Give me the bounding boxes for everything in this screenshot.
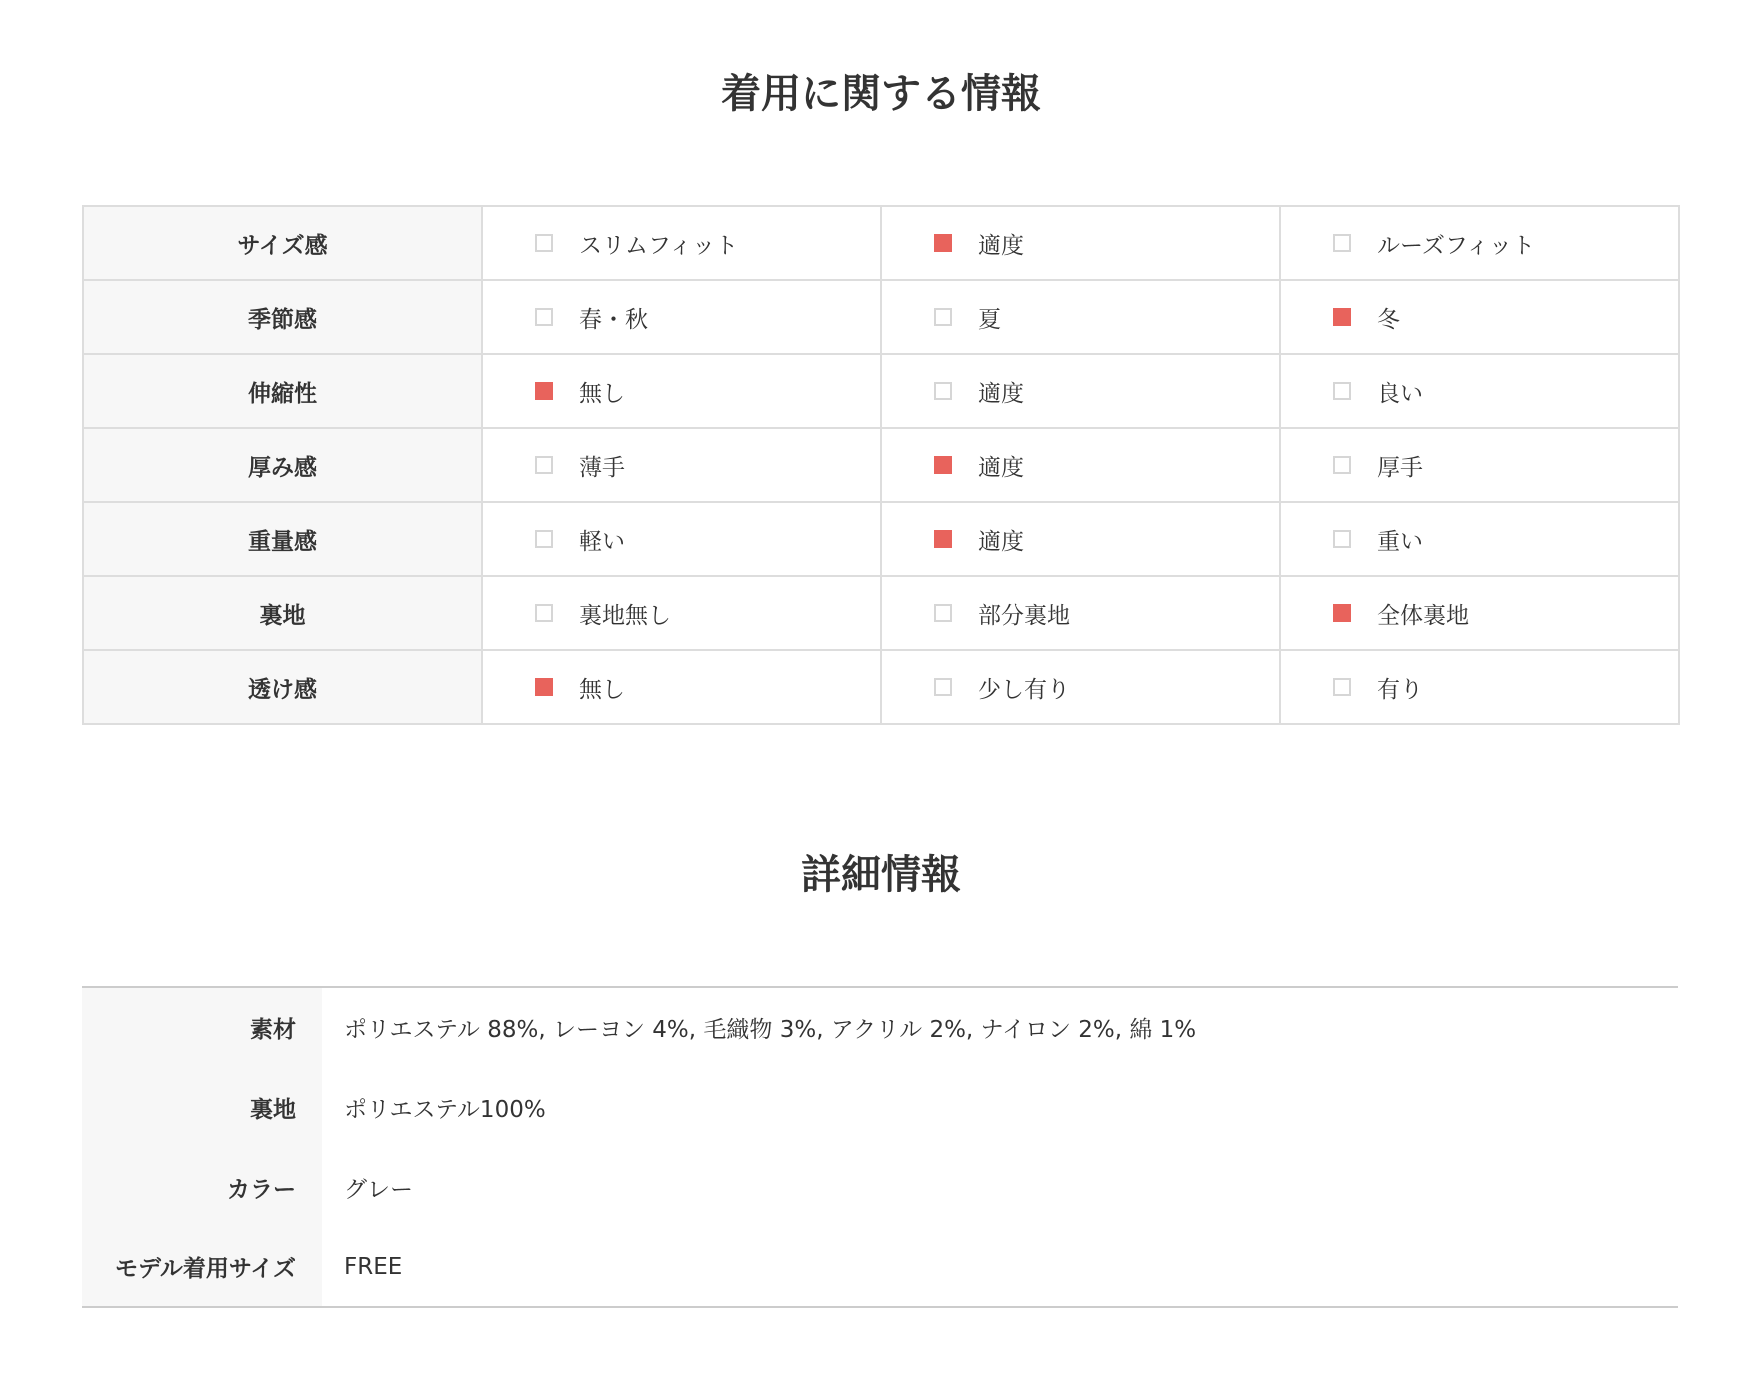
- wear-option-cell: [482, 280, 881, 354]
- wear-option-label: 裏地無し: [579, 602, 671, 629]
- wear-row: [83, 576, 1679, 650]
- wear-row: [83, 354, 1679, 428]
- wear-option-cell: [482, 206, 881, 280]
- wear-row: [83, 206, 1679, 280]
- wear-option-label: 適度: [978, 528, 1024, 555]
- wear-option-label: 良い: [1377, 380, 1423, 407]
- wear-option: [882, 207, 1279, 279]
- unchecked-box-icon: [934, 678, 952, 696]
- wear-option-label: 重い: [1377, 528, 1423, 555]
- unchecked-box-icon: [934, 308, 952, 326]
- unchecked-box-icon: [535, 234, 553, 252]
- wear-option-cell: [482, 428, 881, 502]
- detail-row-value: グレー: [344, 1176, 413, 1203]
- unchecked-box-icon: [535, 530, 553, 548]
- wear-option: [483, 429, 880, 501]
- wear-option-label: 夏: [978, 306, 1001, 333]
- wear-row: [83, 280, 1679, 354]
- detail-row-label: カラー: [82, 1147, 322, 1227]
- wear-option: [483, 355, 880, 427]
- wear-option: [483, 281, 880, 353]
- wear-option-cell: [482, 650, 881, 724]
- wear-option-label: 適度: [978, 232, 1024, 259]
- detail-row-label: 裏地: [82, 1067, 322, 1147]
- wear-option-cell: [1280, 502, 1679, 576]
- detail-info-table-body: [82, 987, 1678, 1307]
- wear-row-label: 重量感: [83, 502, 482, 576]
- wear-option-label: 軽い: [579, 528, 625, 555]
- wear-option: [483, 503, 880, 575]
- detail-info-table: [82, 986, 1678, 1308]
- unchecked-box-icon: [535, 604, 553, 622]
- wear-option-label: 適度: [978, 380, 1024, 407]
- detail-row-value: FREE: [344, 1253, 403, 1280]
- wear-option: [1281, 503, 1678, 575]
- wear-option-label: ルーズフィット: [1377, 232, 1536, 259]
- wear-option-label: 無し: [579, 676, 625, 703]
- wear-option: [1281, 207, 1678, 279]
- wear-option: [1281, 429, 1678, 501]
- wear-option: [1281, 577, 1678, 649]
- wear-option: [483, 651, 880, 723]
- wear-option-cell: [482, 502, 881, 576]
- wear-info-table: [82, 205, 1680, 725]
- wear-row: [83, 502, 1679, 576]
- wear-info-title: 着用に関する情報: [721, 71, 1041, 117]
- detail-row-label: モデル着用サイズ: [82, 1227, 322, 1307]
- wear-option: [882, 651, 1279, 723]
- unchecked-box-icon: [535, 456, 553, 474]
- wear-option-cell: [482, 354, 881, 428]
- wear-option: [1281, 355, 1678, 427]
- detail-row: [82, 987, 1678, 1067]
- wear-option-cell: [1280, 206, 1679, 280]
- detail-row: [82, 1067, 1678, 1147]
- wear-option-cell: [1280, 280, 1679, 354]
- checked-box-icon: [934, 234, 952, 252]
- wear-option-cell: [881, 428, 1280, 502]
- wear-option-cell: [881, 576, 1280, 650]
- wear-option: [483, 577, 880, 649]
- wear-option-cell: [881, 280, 1280, 354]
- unchecked-box-icon: [535, 308, 553, 326]
- wear-option: [882, 429, 1279, 501]
- detail-row-value: ポリエステル100%: [344, 1096, 546, 1123]
- wear-option-label: 全体裏地: [1377, 602, 1469, 629]
- wear-option-label: 少し有り: [978, 676, 1070, 703]
- unchecked-box-icon: [1333, 234, 1351, 252]
- checked-box-icon: [1333, 604, 1351, 622]
- wear-option: [483, 207, 880, 279]
- unchecked-box-icon: [1333, 530, 1351, 548]
- wear-option-cell: [881, 354, 1280, 428]
- wear-option-label: スリムフィット: [579, 232, 739, 259]
- wear-option-label: 薄手: [579, 454, 625, 481]
- wear-option: [882, 281, 1279, 353]
- unchecked-box-icon: [1333, 456, 1351, 474]
- wear-row-label: 厚み感: [83, 428, 482, 502]
- wear-row: [83, 428, 1679, 502]
- wear-option-label: 冬: [1377, 306, 1400, 333]
- detail-row-value: ポリエステル 88%, レーヨン 4%, 毛織物 3%, アクリル 2%, ナイロン 2%, 綿 1%: [344, 1017, 1197, 1043]
- wear-option-label: 部分裏地: [978, 602, 1070, 629]
- checked-box-icon: [934, 456, 952, 474]
- detail-info-title: 詳細情報: [801, 852, 961, 898]
- unchecked-box-icon: [934, 604, 952, 622]
- wear-option: [882, 355, 1279, 427]
- unchecked-box-icon: [1333, 678, 1351, 696]
- wear-row-label: 裏地: [83, 576, 482, 650]
- wear-option-label: 有り: [1377, 676, 1423, 703]
- wear-info-table-body: [83, 206, 1679, 724]
- wear-row-label: サイズ感: [83, 206, 482, 280]
- checked-box-icon: [535, 382, 553, 400]
- wear-row-label: 透け感: [83, 650, 482, 724]
- wear-row: [83, 650, 1679, 724]
- checked-box-icon: [1333, 308, 1351, 326]
- detail-row: [82, 1147, 1678, 1227]
- checked-box-icon: [934, 530, 952, 548]
- wear-option-cell: [881, 206, 1280, 280]
- wear-option-cell: [1280, 354, 1679, 428]
- wear-option: [882, 503, 1279, 575]
- detail-row: [82, 1227, 1678, 1307]
- wear-option-cell: [881, 650, 1280, 724]
- wear-option-cell: [482, 576, 881, 650]
- wear-row-label: 伸縮性: [83, 354, 482, 428]
- wear-row-label: 季節感: [83, 280, 482, 354]
- wear-option-cell: [1280, 650, 1679, 724]
- wear-option-label: 春・秋: [579, 306, 648, 333]
- wear-option: [882, 577, 1279, 649]
- wear-option-label: 厚手: [1377, 454, 1423, 481]
- unchecked-box-icon: [1333, 382, 1351, 400]
- wear-option-label: 適度: [978, 454, 1024, 481]
- wear-option-cell: [881, 502, 1280, 576]
- wear-option-label: 無し: [579, 380, 625, 407]
- wear-option-cell: [1280, 428, 1679, 502]
- wear-option: [1281, 281, 1678, 353]
- wear-option: [1281, 651, 1678, 723]
- checked-box-icon: [535, 678, 553, 696]
- unchecked-box-icon: [934, 382, 952, 400]
- wear-option-cell: [1280, 576, 1679, 650]
- detail-row-label: 素材: [82, 987, 322, 1067]
